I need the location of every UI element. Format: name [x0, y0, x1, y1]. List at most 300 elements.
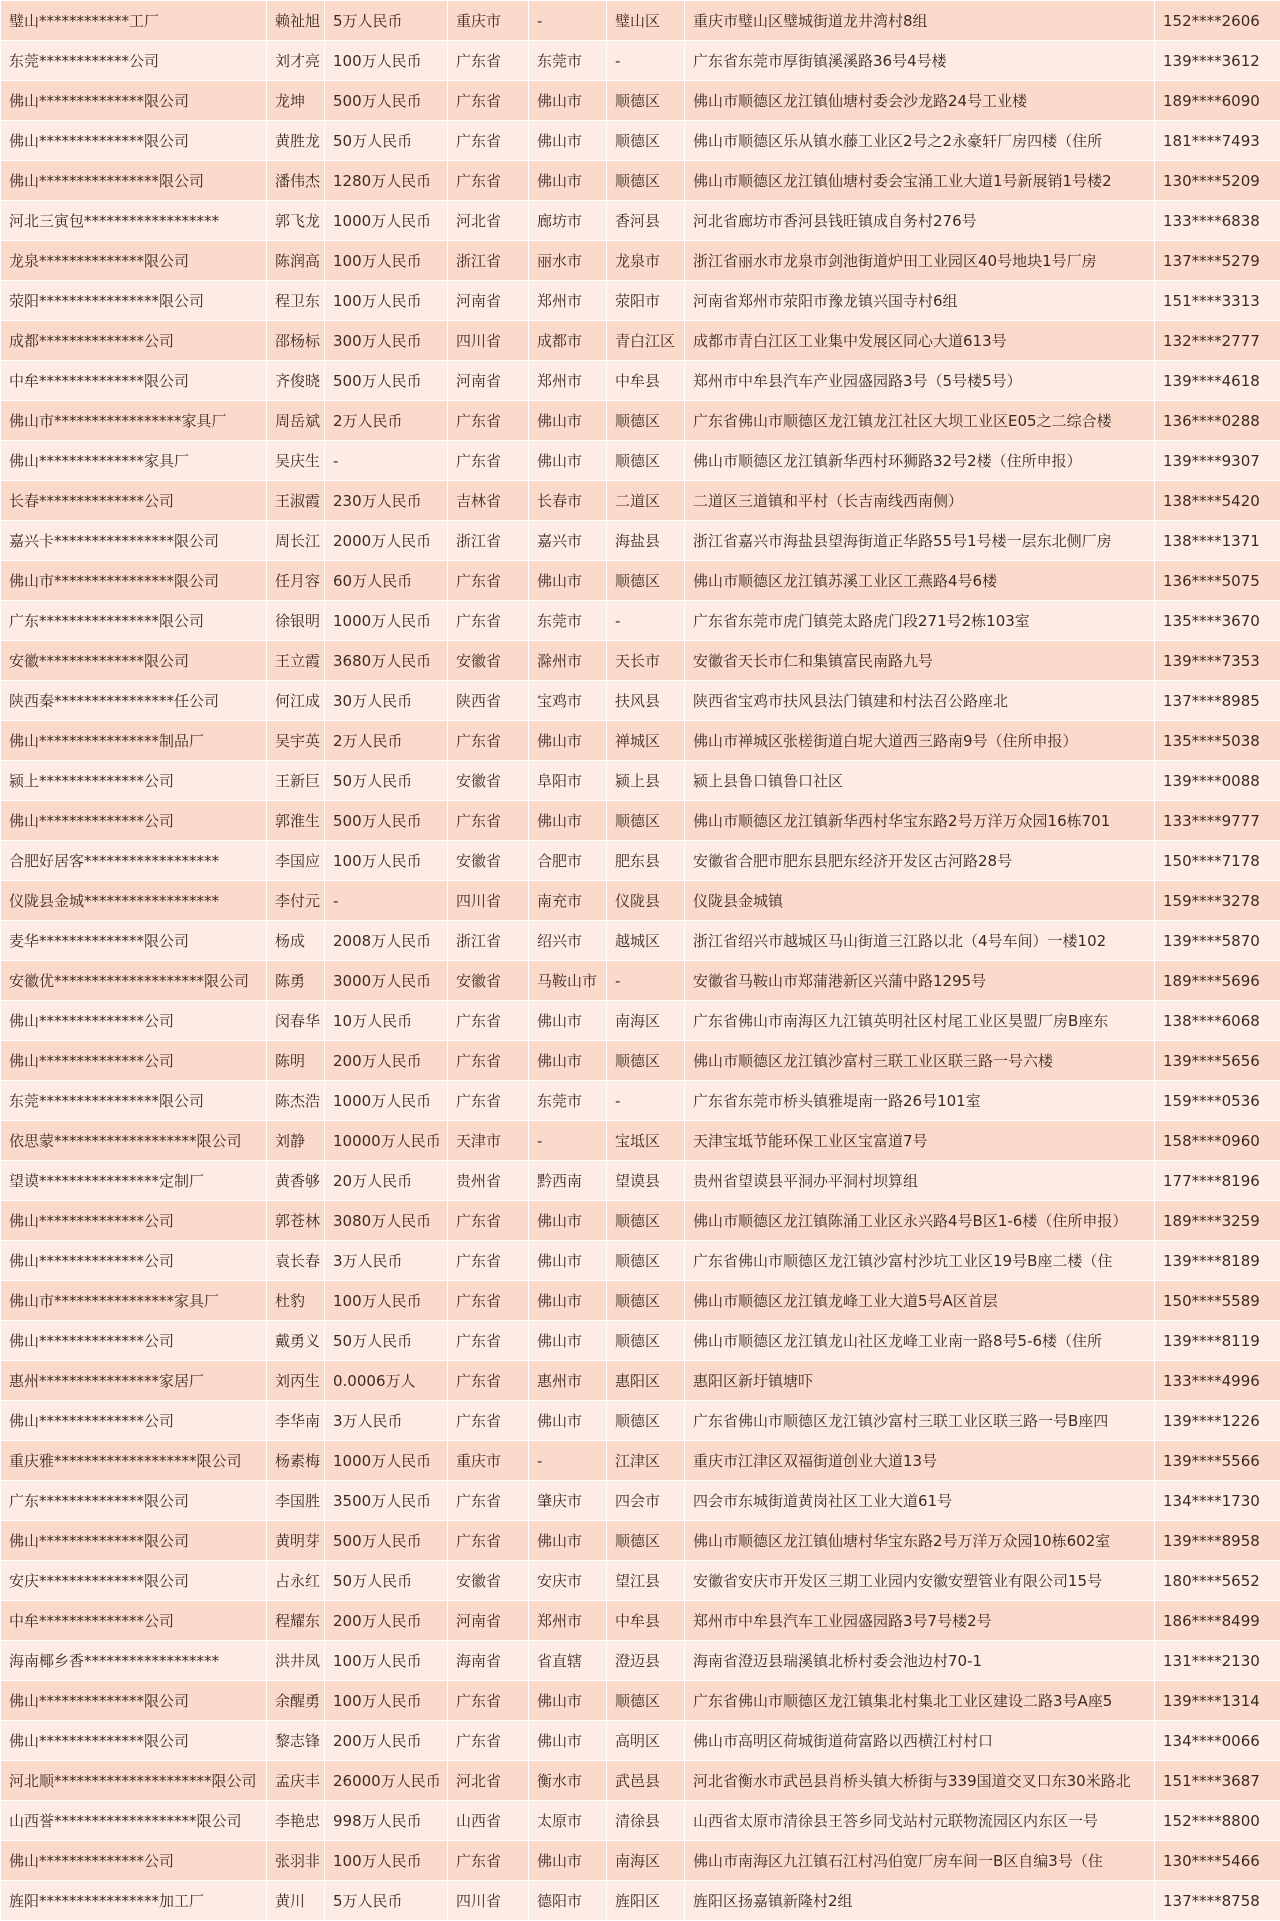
registered-capital-cell: 3500万人民币 [325, 1481, 448, 1521]
table-row [1, 1081, 1280, 1121]
legal-person-cell: 黄明芽 [267, 1521, 325, 1561]
registered-capital-cell: 2万人民币 [325, 401, 448, 441]
province-cell: 广东省 [448, 441, 529, 481]
province-cell: 河南省 [448, 1601, 529, 1641]
phone-cell: 139****8119 [1155, 1321, 1280, 1361]
address-cell: 广东省佛山市顺德区龙江镇沙富村三联工业区联三路一号B座四 [685, 1401, 1155, 1441]
address-cell: 二道区三道镇和平村（长吉南线西南侧） [685, 481, 1155, 521]
city-cell: 衡水市 [529, 1761, 607, 1801]
registered-capital-cell: 50万人民币 [325, 761, 448, 801]
registered-capital-cell: 50万人民币 [325, 1561, 448, 1601]
district-cell: 宝坻区 [607, 1121, 685, 1161]
table-row [1, 921, 1280, 961]
table-row [1, 401, 1280, 441]
province-cell: 重庆市 [448, 1441, 529, 1481]
phone-cell: 189****3259 [1155, 1201, 1280, 1241]
registered-capital-cell: 2万人民币 [325, 721, 448, 761]
company-name-cell: 佛山**************家具厂 [1, 441, 267, 481]
company-name-cell: 璧山************工厂 [1, 1, 267, 41]
province-cell: 安徽省 [448, 841, 529, 881]
company-name-cell: 河北顺*********************限公司 [1, 1761, 267, 1801]
address-cell: 佛山市顺德区乐从镇水藤工业区2号之2永豪轩厂房四楼（住所 [685, 121, 1155, 161]
legal-person-cell: 黄川 [267, 1881, 325, 1921]
registered-capital-cell: 50万人民币 [325, 1321, 448, 1361]
registered-capital-cell: 3680万人民币 [325, 641, 448, 681]
district-cell: 中牟县 [607, 361, 685, 401]
phone-cell: 137****5279 [1155, 241, 1280, 281]
address-cell: 广东省佛山市顺德区龙江镇龙江社区大坝工业区E05之二综合楼 [685, 401, 1155, 441]
company-name-cell: 龙泉**************限公司 [1, 241, 267, 281]
company-name-cell: 佛山市*****************家具厂 [1, 401, 267, 441]
address-cell: 佛山市顺德区龙江镇仙塘村华宝东路2号万洋万众园10栋602室 [685, 1521, 1155, 1561]
city-cell: 德阳市 [529, 1881, 607, 1921]
table-row [1, 1281, 1280, 1321]
phone-cell: 137****8758 [1155, 1881, 1280, 1921]
company-name-cell: 佛山**************公司 [1, 801, 267, 841]
address-cell: 惠阳区新圩镇塘吓 [685, 1361, 1155, 1401]
phone-cell: 138****5420 [1155, 481, 1280, 521]
province-cell: 浙江省 [448, 521, 529, 561]
phone-cell: 180****5652 [1155, 1561, 1280, 1601]
registered-capital-cell: 100万人民币 [325, 841, 448, 881]
phone-cell: 150****5589 [1155, 1281, 1280, 1321]
table-row [1, 561, 1280, 601]
company-name-cell: 佛山**************限公司 [1, 121, 267, 161]
city-cell: 肇庆市 [529, 1481, 607, 1521]
legal-person-cell: 郭淮生 [267, 801, 325, 841]
city-cell: 佛山市 [529, 121, 607, 161]
registered-capital-cell: 3万人民币 [325, 1401, 448, 1441]
address-cell: 河北省衡水市武邑县肖桥头镇大桥街与339国道交叉口东30米路北 [685, 1761, 1155, 1801]
registered-capital-cell: 3080万人民币 [325, 1201, 448, 1241]
company-name-cell: 佛山**************公司 [1, 1241, 267, 1281]
district-cell: 顺德区 [607, 801, 685, 841]
phone-cell: 132****2777 [1155, 321, 1280, 361]
province-cell: 河北省 [448, 201, 529, 241]
table-row [1, 681, 1280, 721]
legal-person-cell: 何江成 [267, 681, 325, 721]
registered-capital-cell: 1280万人民币 [325, 161, 448, 201]
phone-cell: 135****5038 [1155, 721, 1280, 761]
province-cell: 广东省 [448, 1681, 529, 1721]
company-name-cell: 佛山**************公司 [1, 1321, 267, 1361]
company-name-cell: 佛山**************限公司 [1, 1721, 267, 1761]
phone-cell: 138****6068 [1155, 1001, 1280, 1041]
table-row [1, 1361, 1280, 1401]
phone-cell: 181****7493 [1155, 121, 1280, 161]
address-cell: 佛山市顺德区龙江镇新华西村华宝东路2号万洋万众园16栋701 [685, 801, 1155, 841]
city-cell: 佛山市 [529, 1681, 607, 1721]
address-cell: 安徽省马鞍山市郑蒲港新区兴蒲中路1295号 [685, 961, 1155, 1001]
district-cell: 中牟县 [607, 1601, 685, 1641]
legal-person-cell: 陈杰浩 [267, 1081, 325, 1121]
phone-cell: 139****5566 [1155, 1441, 1280, 1481]
district-cell: 越城区 [607, 921, 685, 961]
registered-capital-cell: 3万人民币 [325, 1241, 448, 1281]
district-cell: 澄迈县 [607, 1641, 685, 1681]
legal-person-cell: 徐银明 [267, 601, 325, 641]
legal-person-cell: 黄胜龙 [267, 121, 325, 161]
registered-capital-cell: 230万人民币 [325, 481, 448, 521]
address-cell: 仪陇县金城镇 [685, 881, 1155, 921]
legal-person-cell: 吴宇英 [267, 721, 325, 761]
table-row [1, 1321, 1280, 1361]
city-cell: 南充市 [529, 881, 607, 921]
district-cell: 望江县 [607, 1561, 685, 1601]
table-row [1, 1881, 1280, 1921]
legal-person-cell: 戴勇义 [267, 1321, 325, 1361]
legal-person-cell: 黎志锋 [267, 1721, 325, 1761]
legal-person-cell: 占永红 [267, 1561, 325, 1601]
company-name-cell: 陕西秦****************任公司 [1, 681, 267, 721]
district-cell: 肥东县 [607, 841, 685, 881]
registered-capital-cell: 200万人民币 [325, 1601, 448, 1641]
legal-person-cell: 李国胜 [267, 1481, 325, 1521]
address-cell: 广东省佛山市顺德区龙江镇集北村集北工业区建设二路3号A座5 [685, 1681, 1155, 1721]
province-cell: 河南省 [448, 281, 529, 321]
phone-cell: 139****1314 [1155, 1681, 1280, 1721]
province-cell: 贵州省 [448, 1161, 529, 1201]
district-cell: 二道区 [607, 481, 685, 521]
registered-capital-cell: 200万人民币 [325, 1721, 448, 1761]
phone-cell: 139****0088 [1155, 761, 1280, 801]
city-cell: 佛山市 [529, 1041, 607, 1081]
registered-capital-cell: 10万人民币 [325, 1001, 448, 1041]
city-cell: 省直辖 [529, 1641, 607, 1681]
legal-person-cell: 袁长春 [267, 1241, 325, 1281]
company-name-cell: 安徽**************限公司 [1, 641, 267, 681]
province-cell: 广东省 [448, 121, 529, 161]
table-row [1, 281, 1280, 321]
phone-cell: 133****4996 [1155, 1361, 1280, 1401]
district-cell: 青白江区 [607, 321, 685, 361]
address-cell: 浙江省嘉兴市海盐县望海街道正华路55号1号楼一层东北侧厂房 [685, 521, 1155, 561]
table-row [1, 881, 1280, 921]
company-name-cell: 仪陇县金城****************** [1, 881, 267, 921]
table-row [1, 441, 1280, 481]
legal-person-cell: 刘丙生 [267, 1361, 325, 1401]
city-cell: 廊坊市 [529, 201, 607, 241]
legal-person-cell: 齐俊晓 [267, 361, 325, 401]
province-cell: 安徽省 [448, 961, 529, 1001]
phone-cell: 139****7353 [1155, 641, 1280, 681]
legal-person-cell: 李国应 [267, 841, 325, 881]
legal-person-cell: 黄香够 [267, 1161, 325, 1201]
registered-capital-cell: 5万人民币 [325, 1881, 448, 1921]
district-cell: 璧山区 [607, 1, 685, 41]
province-cell: 广东省 [448, 41, 529, 81]
district-cell: 天长市 [607, 641, 685, 681]
district-cell: 顺德区 [607, 161, 685, 201]
district-cell: 顺德区 [607, 1041, 685, 1081]
legal-person-cell: 杜豹 [267, 1281, 325, 1321]
company-name-cell: 嘉兴卡****************限公司 [1, 521, 267, 561]
province-cell: 河北省 [448, 1761, 529, 1801]
registered-capital-cell: 1000万人民币 [325, 1081, 448, 1121]
province-cell: 天津市 [448, 1121, 529, 1161]
legal-person-cell: 陈勇 [267, 961, 325, 1001]
company-name-cell: 佛山****************制品厂 [1, 721, 267, 761]
registered-capital-cell: 26000万人民币 [325, 1761, 448, 1801]
province-cell: 四川省 [448, 881, 529, 921]
city-cell: 佛山市 [529, 1841, 607, 1881]
city-cell: 佛山市 [529, 1241, 607, 1281]
registered-capital-cell: 200万人民币 [325, 1041, 448, 1081]
legal-person-cell: 郭飞龙 [267, 201, 325, 241]
table-row [1, 961, 1280, 1001]
district-cell: 顺德区 [607, 1201, 685, 1241]
address-cell: 佛山市顺德区龙江镇苏溪工业区工燕路4号6楼 [685, 561, 1155, 601]
province-cell: 河南省 [448, 361, 529, 401]
address-cell: 广东省东莞市虎门镇莞太路虎门段271号2栋103室 [685, 601, 1155, 641]
table-row [1, 1161, 1280, 1201]
city-cell: 合肥市 [529, 841, 607, 881]
company-name-cell: 安庆**************限公司 [1, 1561, 267, 1601]
city-cell: 安庆市 [529, 1561, 607, 1601]
company-name-cell: 东莞****************限公司 [1, 1081, 267, 1121]
city-cell: 惠州市 [529, 1361, 607, 1401]
table-row [1, 1641, 1280, 1681]
district-cell: 南海区 [607, 1841, 685, 1881]
province-cell: 广东省 [448, 1241, 529, 1281]
table-row [1, 1761, 1280, 1801]
city-cell: 太原市 [529, 1801, 607, 1841]
table-row [1, 1521, 1280, 1561]
company-name-cell: 成都**************公司 [1, 321, 267, 361]
legal-person-cell: 李付元 [267, 881, 325, 921]
legal-person-cell: 程卫东 [267, 281, 325, 321]
company-name-cell: 颍上**************公司 [1, 761, 267, 801]
province-cell: 广东省 [448, 1041, 529, 1081]
phone-cell: 133****9777 [1155, 801, 1280, 841]
company-name-cell: 中牟**************限公司 [1, 361, 267, 401]
province-cell: 安徽省 [448, 641, 529, 681]
district-cell: 荥阳市 [607, 281, 685, 321]
address-cell: 郑州市中牟县汽车产业园盛园路3号（5号楼5号） [685, 361, 1155, 401]
phone-cell: 136****0288 [1155, 401, 1280, 441]
province-cell: 广东省 [448, 1321, 529, 1361]
registered-capital-cell: 500万人民币 [325, 361, 448, 401]
province-cell: 四川省 [448, 1881, 529, 1921]
table-row [1, 521, 1280, 561]
table-row [1, 81, 1280, 121]
address-cell: 广东省佛山市顺德区龙江镇沙富村沙坑工业区19号B座二楼（住 [685, 1241, 1155, 1281]
district-cell: 顺德区 [607, 1521, 685, 1561]
phone-cell: 136****5075 [1155, 561, 1280, 601]
province-cell: 广东省 [448, 161, 529, 201]
company-name-cell: 佛山**************限公司 [1, 1681, 267, 1721]
legal-person-cell: 刘静 [267, 1121, 325, 1161]
legal-person-cell: 王淑霞 [267, 481, 325, 521]
address-cell: 颍上县鲁口镇鲁口社区 [685, 761, 1155, 801]
registered-capital-cell: 100万人民币 [325, 1641, 448, 1681]
district-cell: 南海区 [607, 1001, 685, 1041]
company-name-cell: 佛山**************限公司 [1, 1521, 267, 1561]
address-cell: 浙江省丽水市龙泉市剑池街道炉田工业园区40号地块1号厂房 [685, 241, 1155, 281]
phone-cell: 130****5466 [1155, 1841, 1280, 1881]
province-cell: 广东省 [448, 801, 529, 841]
legal-person-cell: 周岳斌 [267, 401, 325, 441]
district-cell: 顺德区 [607, 1401, 685, 1441]
province-cell: 重庆市 [448, 1, 529, 41]
table-body [1, 1, 1280, 1921]
table-row [1, 1201, 1280, 1241]
company-name-cell: 长春**************公司 [1, 481, 267, 521]
city-cell: 佛山市 [529, 721, 607, 761]
table-row [1, 321, 1280, 361]
address-cell: 佛山市顺德区龙江镇仙塘村委会宝涌工业大道1号新展销1号楼2 [685, 161, 1155, 201]
province-cell: 广东省 [448, 1401, 529, 1441]
district-cell: 惠阳区 [607, 1361, 685, 1401]
table-row [1, 1601, 1280, 1641]
district-cell: 仪陇县 [607, 881, 685, 921]
province-cell: 四川省 [448, 321, 529, 361]
table-row [1, 1721, 1280, 1761]
city-cell: 长春市 [529, 481, 607, 521]
table-row [1, 721, 1280, 761]
phone-cell: 152****8800 [1155, 1801, 1280, 1841]
registered-capital-cell: 50万人民币 [325, 121, 448, 161]
district-cell: 江津区 [607, 1441, 685, 1481]
address-cell: 广东省佛山市南海区九江镇英明社区村尾工业区昊盟厂房B座东 [685, 1001, 1155, 1041]
city-cell: 郑州市 [529, 281, 607, 321]
address-cell: 佛山市高明区荷城街道荷富路以西横江村村口 [685, 1721, 1155, 1761]
city-cell: 东莞市 [529, 41, 607, 81]
legal-person-cell: 杨成 [267, 921, 325, 961]
registered-capital-cell: 100万人民币 [325, 41, 448, 81]
address-cell: 佛山市顺德区龙江镇仙塘村委会沙龙路24号工业楼 [685, 81, 1155, 121]
district-cell: 顺德区 [607, 1321, 685, 1361]
registered-capital-cell: 100万人民币 [325, 281, 448, 321]
city-cell: 东莞市 [529, 601, 607, 641]
table-row [1, 1121, 1280, 1161]
city-cell: 东莞市 [529, 1081, 607, 1121]
phone-cell: 139****8958 [1155, 1521, 1280, 1561]
address-cell: 佛山市南海区九江镇石江村冯伯宽厂房车间一B区自编3号（住 [685, 1841, 1155, 1881]
district-cell: 武邑县 [607, 1761, 685, 1801]
company-name-cell: 广东****************限公司 [1, 601, 267, 641]
city-cell: 佛山市 [529, 1321, 607, 1361]
phone-cell: 137****8985 [1155, 681, 1280, 721]
company-name-cell: 佛山**************公司 [1, 1401, 267, 1441]
table-row [1, 201, 1280, 241]
city-cell: 郑州市 [529, 361, 607, 401]
address-cell: 旌阳区扬嘉镇新隆村2组 [685, 1881, 1155, 1921]
province-cell: 广东省 [448, 81, 529, 121]
registered-capital-cell: 20万人民币 [325, 1161, 448, 1201]
company-name-cell: 河北三寅包****************** [1, 201, 267, 241]
city-cell: 绍兴市 [529, 921, 607, 961]
province-cell: 广东省 [448, 1721, 529, 1761]
legal-person-cell: 王立霞 [267, 641, 325, 681]
address-cell: 广东省东莞市桥头镇雅堤南一路26号101室 [685, 1081, 1155, 1121]
company-name-cell: 佛山市****************限公司 [1, 561, 267, 601]
table-row [1, 1401, 1280, 1441]
table-row [1, 601, 1280, 641]
address-cell: 佛山市顺德区龙江镇龙山社区龙峰工业南一路8号5-6楼（住所 [685, 1321, 1155, 1361]
address-cell: 佛山市顺德区龙江镇陈涌工业区永兴路4号B区1-6楼（住所申报） [685, 1201, 1155, 1241]
table-row [1, 241, 1280, 281]
legal-person-cell: 赖祉旭 [267, 1, 325, 41]
legal-person-cell: 李华南 [267, 1401, 325, 1441]
registered-capital-cell: 100万人民币 [325, 1681, 448, 1721]
district-cell: 顺德区 [607, 81, 685, 121]
city-cell: 佛山市 [529, 1201, 607, 1241]
company-name-cell: 麦华**************限公司 [1, 921, 267, 961]
registered-capital-cell: 1000万人民币 [325, 601, 448, 641]
district-cell: - [607, 961, 685, 1001]
district-cell: - [607, 41, 685, 81]
district-cell: 四会市 [607, 1481, 685, 1521]
legal-person-cell: 龙坤 [267, 81, 325, 121]
table-row [1, 1001, 1280, 1041]
address-cell: 海南省澄迈县瑞溪镇北桥村委会池边村70-1 [685, 1641, 1155, 1681]
city-cell: 佛山市 [529, 161, 607, 201]
province-cell: 广东省 [448, 1281, 529, 1321]
phone-cell: 139****5870 [1155, 921, 1280, 961]
legal-person-cell: 杨素梅 [267, 1441, 325, 1481]
district-cell: 清徐县 [607, 1801, 685, 1841]
registered-capital-cell: 500万人民币 [325, 801, 448, 841]
registered-capital-cell: 2008万人民币 [325, 921, 448, 961]
legal-person-cell: 闵春华 [267, 1001, 325, 1041]
city-cell: 阜阳市 [529, 761, 607, 801]
city-cell: 马鞍山市 [529, 961, 607, 1001]
company-name-cell: 海南椰乡香****************** [1, 1641, 267, 1681]
company-name-cell: 依思蒙*******************限公司 [1, 1121, 267, 1161]
district-cell: 顺德区 [607, 561, 685, 601]
address-cell: 天津宝坻节能环保工业区宝富道7号 [685, 1121, 1155, 1161]
company-name-cell: 旌阳****************加工厂 [1, 1881, 267, 1921]
phone-cell: 138****1371 [1155, 521, 1280, 561]
company-name-cell: 东莞************公司 [1, 41, 267, 81]
legal-person-cell: 郭苍林 [267, 1201, 325, 1241]
company-name-cell: 佛山市****************家具厂 [1, 1281, 267, 1321]
district-cell: 香河县 [607, 201, 685, 241]
registered-capital-cell: 30万人民币 [325, 681, 448, 721]
table-row [1, 761, 1280, 801]
phone-cell: 139****9307 [1155, 441, 1280, 481]
phone-cell: 139****4618 [1155, 361, 1280, 401]
address-cell: 成都市青白江区工业集中发展区同心大道613号 [685, 321, 1155, 361]
company-name-cell: 合肥好居客****************** [1, 841, 267, 881]
address-cell: 佛山市禅城区张槎街道白坭大道西三路南9号（住所申报） [685, 721, 1155, 761]
address-cell: 重庆市江津区双福街道创业大道13号 [685, 1441, 1155, 1481]
legal-person-cell: 王新巨 [267, 761, 325, 801]
registered-capital-cell: 500万人民币 [325, 81, 448, 121]
city-cell: 佛山市 [529, 81, 607, 121]
province-cell: 安徽省 [448, 1561, 529, 1601]
table-row [1, 641, 1280, 681]
legal-person-cell: 陈润高 [267, 241, 325, 281]
district-cell: 高明区 [607, 1721, 685, 1761]
registered-capital-cell: 1000万人民币 [325, 201, 448, 241]
city-cell: 佛山市 [529, 801, 607, 841]
registered-capital-cell: 300万人民币 [325, 321, 448, 361]
phone-cell: 158****0960 [1155, 1121, 1280, 1161]
phone-cell: 189****5696 [1155, 961, 1280, 1001]
registered-capital-cell: 5万人民币 [325, 1, 448, 41]
city-cell: - [529, 1441, 607, 1481]
district-cell: 顺德区 [607, 1281, 685, 1321]
province-cell: 安徽省 [448, 761, 529, 801]
city-cell: 佛山市 [529, 1401, 607, 1441]
city-cell: - [529, 1121, 607, 1161]
table-row [1, 801, 1280, 841]
district-cell: 顺德区 [607, 441, 685, 481]
address-cell: 广东省东莞市厚街镇溪溪路36号4号楼 [685, 41, 1155, 81]
city-cell: 嘉兴市 [529, 521, 607, 561]
